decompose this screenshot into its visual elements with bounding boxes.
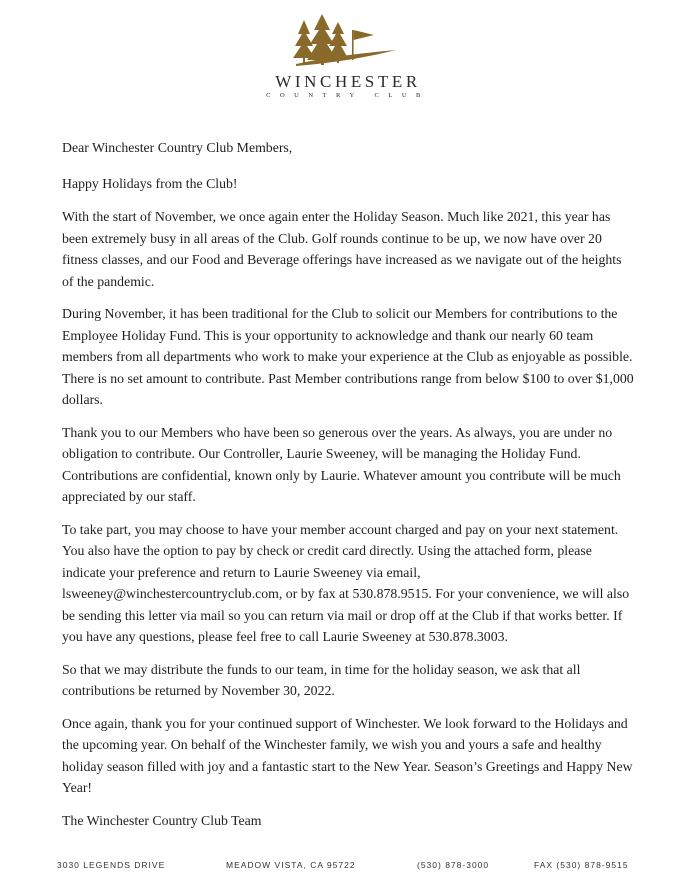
paragraph-4: To take part, you may choose to have your member account charged and pay on your next statement. You also have the option to pay by check or credit card directly. Using the attached form, please indicate your preference and return to Laurie Sweeney via email, lsweeney@winchestercountryclub.com, or by fax at 530.878.9515. For your convenience, we will also be sending this letter via mail so you can return via mail or drop off at the Club if that works better. If you have any questions, please feel free to call Laurie Sweeney at 530.878.3003. (62, 521, 630, 644)
salutation: Dear Winchester Country Club Members, (62, 140, 293, 155)
club-subtitle: COUNTRY CLUB (266, 92, 430, 99)
letterhead (0, 0, 674, 110)
pine-trees-and-flag-logo (292, 12, 402, 72)
footer-address: 3030 LEGENDS DRIVE (57, 860, 166, 870)
greeting: Happy Holidays from the Club! (62, 175, 238, 191)
letter-body (62, 137, 634, 810)
club-name: WINCHESTER (275, 72, 421, 91)
paragraph-6: Once again, thank you for your continued support of Winchester. We look forward to the Holidays and the upcoming year. On behalf of the Winchester family, we wish you and yours a safe and healthy holiday season filled with joy and a fantastic start to the New Year. Season’s Greetings and Happy New Year! (62, 715, 633, 795)
paragraph-3: Thank you to our Members who have been so generous over the years. As always, you are under no obligation to contribute. Our Controller, Laurie Sweeney, will be managing the Holiday Fund. Contributions are confidential, known only by Laurie. Whatever amount you contribute will be much appreciated by our staff. (62, 424, 621, 504)
footer-phone: (530) 878-3000 (417, 860, 490, 870)
footer-fax: FAX (530) 878-9515 (534, 860, 629, 870)
signature: The Winchester Country Club Team (62, 813, 262, 828)
footer-city: MEADOW VISTA, CA 95722 (226, 860, 356, 870)
paragraph-5: So that we may distribute the funds to our team, in time for the holiday season, we ask that all contributions be returned by November 30, 2022. (62, 661, 581, 698)
paragraph-1: With the start of November, we once again enter the Holiday Season. Much like 2021, this year has been extremely busy in all areas of the Club. Golf rounds continue to be up, we now have over 20 fitness classes, and our Food and Beverage offerings have increased as we navigate out of the heights of the pandemic. (62, 209, 622, 289)
paragraph-2: During November, it has been traditional for the Club to solicit our Members for contributions to the Employee Holiday Fund. This is your opportunity to acknowledge and thank our nearly 60 team members from all departments who work to make your experience at the Club as enjoyable as possible. There is no set amount to contribute. Past Member contributions range from below $100 to over $1,000 dollars. (62, 306, 634, 407)
footer (0, 860, 674, 876)
